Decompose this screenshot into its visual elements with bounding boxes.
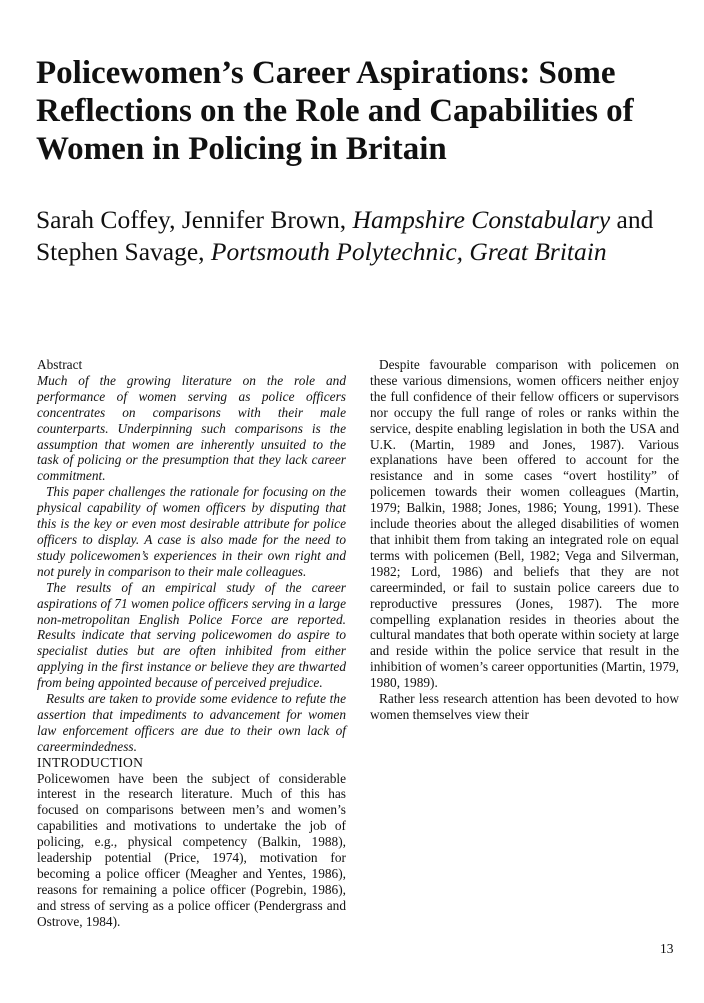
abstract-paragraph: Results are taken to provide some evidence to refute the assertion that impediments to advancement for women law enforcement officers are due to their own lack of careermindedness. — [37, 691, 346, 754]
page-number: 13 — [660, 941, 674, 956]
author-line — [36, 204, 686, 268]
introduction-heading: INTRODUCTION — [37, 754, 144, 770]
introduction-paragraph: Rather less research attention has been devoted to how women themselves view their — [370, 691, 679, 722]
left-column — [37, 357, 346, 930]
article-title: Policewomen’s Career Aspirations: Some Reflections on the Role and Capabilities of Women in Policing in Britain — [36, 55, 634, 167]
author-affiliation-1: Hampshire Constabulary — [352, 205, 611, 234]
right-column — [370, 357, 679, 723]
abstract-paragraph: The results of an empirical study of the career aspirations of 71 women police officers serving in a large non-metropolitan English Police Force are reported. Results indicate that serving policewomen do aspire to specialist duties but are often inhibited from either applying in the first instance or believe they are thwarted from being appointed because of perceived prejudice. — [37, 579, 346, 691]
abstract-paragraph: This paper challenges the rationale for focusing on the physical capability of women officers by disputing that this is the key or even most desirable attribute for police officers to display. A case is also made for the need to study policewomen’s experiences in their own right and not purely in comparison to their male colleagues. — [37, 484, 346, 579]
author-names-1: Sarah Coffey, Jennifer Brown, — [36, 205, 353, 234]
introduction-paragraph: Despite favourable comparison with policemen on these various dimensions, women officers neither enjoy the full confidence of their fellow officers or supervisors nor occupy the full range of roles or ranks within the service, despite enabling legislation in both the USA and U.K. (Martin, 1989 and Jones, 1987). Various explanations have been offered to account for the resistance and in some cases “overt hostility” of policemen towards their women colleagues (Martin, 1979; Balkin, 1988; Jones, 1986; Young, 1991). These include theories about the alleged disabilities of women that inhibit them from taking an integrated role on equal terms with policemen (Bell, 1982; Vega and Silverman, 1982; Lord, 1986) and beliefs that they are not careerminded, or fail to sustain police careers due to reproductive pressures (Jones, 1987). The more compelling explanation resides in theories about the cultural mandates that both operate within society at large and reside within the police service that result in the inhibition of women’s career opportunities (Martin, 1979, 1980, 1989). — [370, 357, 679, 691]
abstract-paragraph: Much of the growing literature on the role and performance of women serving as police officers concentrates on comparisons with their male counterparts. Underpinning such comparisons is the assumption that women are inherently unsuited to the task of policing or the presumption that they lack career commitment. — [37, 372, 346, 484]
abstract-heading: Abstract — [37, 357, 83, 372]
author-affiliation-2: Portsmouth Polytechnic, Great Britain — [210, 237, 607, 266]
introduction-paragraph: Policewomen have been the subject of considerable interest in the research literature. Much of this has focused on comparisons between men’s and women’s capabilities and motivations to undertake the job of policing, e.g., physical competency (Balkin, 1988), leadership potential (Price, 1974), motivation for becoming a police officer (Meagher and Yentes, 1986), reasons for remaining a police officer (Pogrebin, 1986), and stress of serving as a police officer (Pendergrass and Ostrove, 1984). — [37, 770, 346, 929]
author-names-2: and Stephen Savage, — [36, 205, 654, 266]
